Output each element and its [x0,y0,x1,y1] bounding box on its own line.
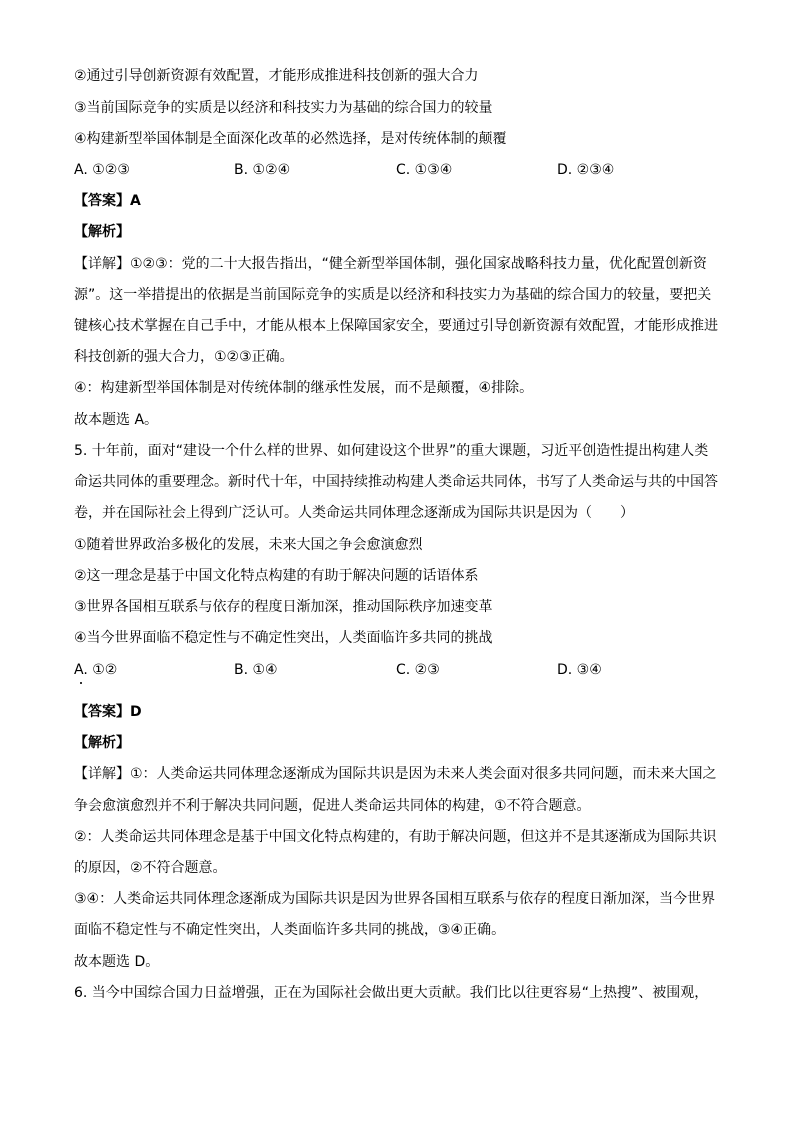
q4-conclusion: 故本题选 A。 [74,412,159,428]
stray-mark [80,682,82,684]
q4-statement-4: ④构建新型举国体制是全面深化改革的必然选择，是对传统体制的颠覆 [74,131,507,147]
q4-option-d: D. ②③④ [557,162,615,178]
q4-detail-line: 键核心技术掌握在自己手中，才能从根本上保障国家安全，要通过引导创新资源有效配置，才能形成推进 [74,318,718,334]
q4-answer: 【答案】A [74,193,141,209]
q5-detail-line: 争会愈演愈烈并不利于解决共同问题，促进人类命运共同体的构建，①不符合题意。 [74,798,591,814]
q5-conclusion: 故本题选 D。 [74,954,160,970]
q4-option-a: A. ①②③ [74,162,130,178]
q5-statement-4: ④当今世界面临不稳定性与不确定性突出，人类面临许多共同的挑战 [74,630,493,646]
q5-statement-1: ①随着世界政治多极化的发展，未来大国之争会愈演愈烈 [74,537,423,553]
q4-detail-line: 源”。这一举措提出的依据是当前国际竞争的实质是以经济和科技实力为基础的综合国力的较量，要把关 [74,287,712,303]
q4-detail-line: 科技创新的强大合力，①②③正确。 [74,349,294,365]
q5-detail-line: 【详解】①：人类命运共同体理念逐渐成为国际共识是因为未来人类会面对很多共同问题，而未来大国之 [74,766,717,782]
q5-option-c: C. ②③ [396,662,440,678]
q4-statement-3: ③当前国际竞争的实质是以经济和科技实力为基础的综合国力的较量 [74,100,493,116]
q5-option-b: B. ①④ [234,662,278,678]
q5-stem-line: 5. 十年前，面对“建设一个什么样的世界、如何建设这个世界”的重大课题，习近平创造性提出构建人类 [74,443,709,459]
q5-statement-2: ②这一理念是基于中国文化特点构建的有助于解决问题的话语体系 [74,568,479,584]
q5-stem-line: 命运共同体的重要理念。新时代十年，中国持续推动构建人类命运共同体，书写了人类命运与共的中国答 [74,474,718,490]
q5-detail-line: 面临不稳定性与不确定性突出，人类面临许多共同的挑战，③④正确。 [74,922,506,938]
q5-analysis-label: 【解析】 [74,735,130,751]
q5-option-a: A. ①② [74,662,118,678]
q5-option-d: D. ③④ [557,662,602,678]
q5-detail-line: 的原因，②不符合题意。 [74,860,227,876]
q4-option-c: C. ①③④ [396,162,453,178]
q6-stem-line: 6. 当今中国综合国力日益增强，正在为国际社会做出更大贡献。我们比以往更容易“上热搜”、被围观， [74,985,709,1001]
q5-stem-line: 卷，并在国际社会上得到广泛认可。人类命运共同体理念逐渐成为国际共识是因为（ ） [74,505,634,521]
q4-detail-line: 【详解】①②③：党的二十大报告指出，“健全新型举国体制，强化国家战略科技力量，优化配置创新资 [74,256,707,272]
q4-analysis-label: 【解析】 [74,224,130,240]
q5-statement-3: ③世界各国相互联系与依存的程度日渐加深，推动国际秩序加速变革 [74,599,493,615]
q5-answer: 【答案】D [74,704,142,720]
q5-detail-line: ②：人类命运共同体理念是基于中国文化特点构建的，有助于解决问题，但这并不是其逐渐成为国际共识 [74,829,717,845]
q4-detail-line: ④：构建新型举国体制是对传统体制的继承性发展，而不是颠覆，④排除。 [74,380,534,396]
q4-option-b: B. ①②④ [234,162,291,178]
q5-detail-line: ③④：人类命运共同体理念逐渐成为国际共识是因为世界各国相互联系与依存的程度日渐加深，当今世界 [74,891,716,907]
q4-statement-2: ②通过引导创新资源有效配置，才能形成推进科技创新的强大合力 [74,68,479,84]
